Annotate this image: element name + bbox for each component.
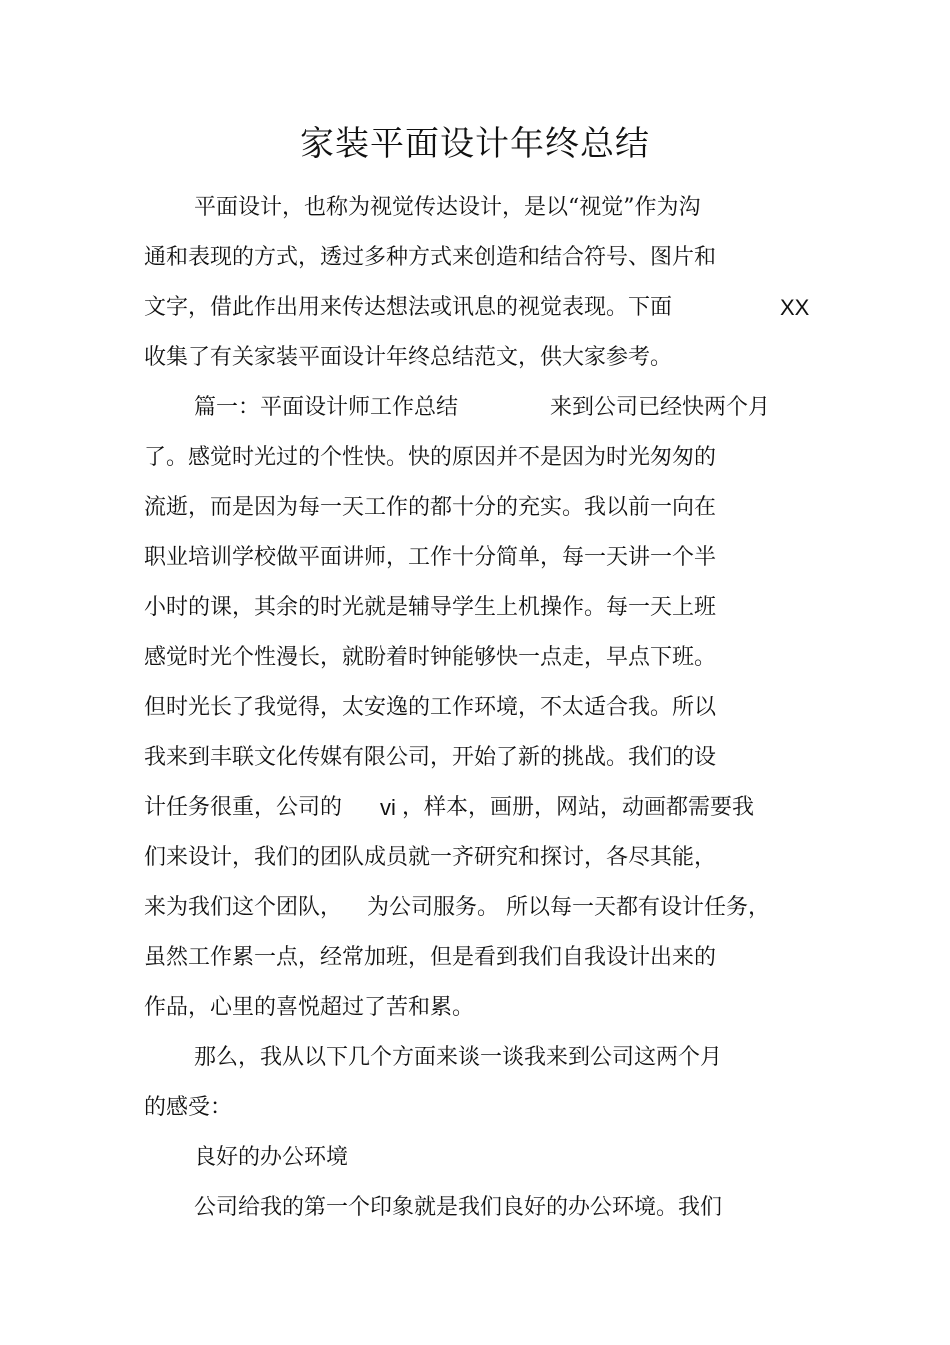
text-line: 的感受： [144, 1095, 233, 1120]
text-line: 计任务很重，公司的 [144, 795, 343, 820]
text-fragment: vi [380, 795, 396, 820]
text-line: 小时的课，其余的时光就是辅导学生上机操作。每一天上班 [144, 595, 717, 620]
text-line: 收集了有关家装平面设计年终总结范文，供大家参考。 [144, 345, 673, 370]
text-line: 公司给我的第一个印象就是我们良好的办公环境。我们 [194, 1195, 723, 1220]
text-fragment: ，样本，画册，网站，动画都需要我 [402, 795, 755, 820]
text-line: 流逝，而是因为每一天工作的都十分的充实。我以前一向在 [144, 495, 717, 520]
text-fragment: 为公司服务。 所以每一天都有设计任务， [367, 895, 770, 920]
text-line: 文字，借此作出用来传达想法或讯息的视觉表现。下面 [144, 295, 673, 320]
text-line: 来到公司已经快两个月 [550, 395, 771, 420]
text-line: 职业培训学校做平面讲师，工作十分简单，每一天讲一个半 [144, 545, 717, 570]
text-line: 平面设计，也称为视觉传达设计，是以“视觉”作为沟 [194, 195, 701, 220]
subheading: 良好的办公环境 [194, 1145, 349, 1170]
text-line: 来为我们这个团队， [144, 895, 343, 920]
text-line: 们来设计，我们的团队成员就一齐研究和探讨，各尽其能， [144, 845, 717, 870]
text-line: 了。感觉时光过的个性快。快的原因并不是因为时光匆匆的 [144, 445, 717, 470]
document-title: 家装平面设计年终总结 [300, 124, 650, 164]
text-line: 虽然工作累一点，经常加班，但是看到我们自我设计出来的 [144, 945, 717, 970]
text-line: 但时光长了我觉得，太安逸的工作环境，不太适合我。所以 [144, 695, 717, 720]
text-line: 通和表现的方式，透过多种方式来创造和结合符号、图片和 [144, 245, 717, 270]
text-line: 感觉时光个性漫长，就盼着时钟能够快一点走，早点下班。 [144, 645, 717, 670]
text-line: 作品，心里的喜悦超过了苦和累。 [144, 995, 475, 1020]
text-line: 那么，我从以下几个方面来谈一谈我来到公司这两个月 [194, 1045, 723, 1070]
section-heading: 篇一：平面设计师工作总结 [194, 395, 459, 420]
xx-marker: XX [780, 295, 810, 320]
text-line: 我来到丰联文化传媒有限公司，开始了新的挑战。我们的设 [144, 745, 717, 770]
